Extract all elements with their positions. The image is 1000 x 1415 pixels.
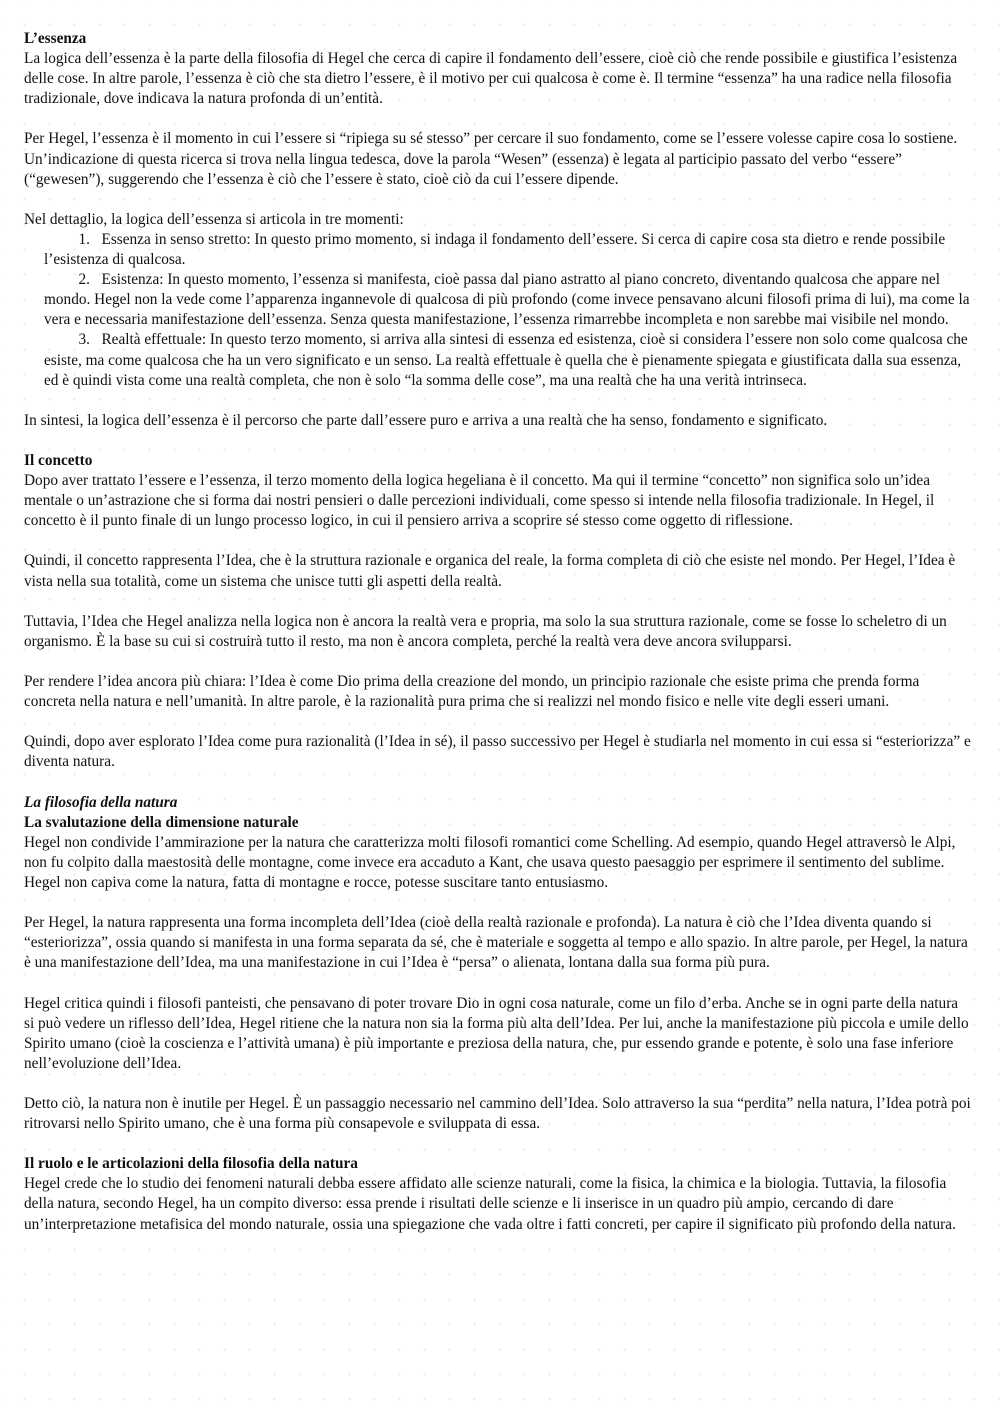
summary-paragraph: In sintesi, la logica dell’essenza è il percorso che parte dall’essere puro e arriva a una realtà che ha senso, fondamento e significato. xyxy=(24,411,828,429)
paragraph: Hegel non condivide l’ammirazione per la natura che caratterizza molti filosofi romantici come Schelling. Ad esempio, quando Hegel attraversò le Alpi, non fu colpito dalla maestosità delle montagne, come invece era accaduto a Kant, che usava questo paesaggio per esprimere il sentimento del sublime. Hegel non capiva come la natura, fatta di montagne e rocce, potesse suscitare tanto entusiasmo. xyxy=(24,833,956,891)
paragraph: La logica dell’essenza è la parte della filosofia di Hegel che cerca di capire il fondamento dell’essere, cioè ciò che rende possibile e giustifica l’esistenza delle cose. In altre parole, l’essenza è ciò che sta dietro l’essere, è il motivo per cui qualcosa è come è. Il termine “essenza” ha una radice nella filosofia tradizionale, dove indicava la natura profonda di un’entità. xyxy=(24,50,958,108)
list-number: 2. xyxy=(78,271,90,289)
subheading-svalutazione: La svalutazione della dimensione naturale xyxy=(24,813,299,831)
paragraph: Per rendere l’idea ancora più chiara: l’Idea è come Dio prima della creazione del mondo, un principio razionale che esiste prima che prenda forma concreta nella natura e nell’umanità. In altre parole, è la razionalità pura prima che si realizzi nel mondo fisico e nelle vite degli esseri umani. xyxy=(24,673,920,711)
list-item-text: Essenza in senso stretto: In questo primo momento, si indaga il fondamento dell’essere. Si cerca di capire cosa sta dietro e rende possibile l’esistenza di qualcosa. xyxy=(44,230,946,269)
list-number: 1. xyxy=(78,230,90,248)
paragraph: Hegel crede che lo studio dei fenomeni naturali debba essere affidato alle scienze naturali, come la fisica, la chimica e la biologia. Tuttavia, la filosofia della natura, secondo Hegel, ha un compito diverso: essa prende i risultati delle scienze e li inserisce in un quadro più ampio, cercando di dare un’interpretazione metafisica del mondo naturale, ossia una spiegazione che vada oltre i fatti concreti, per capire il significato più profondo della natura. xyxy=(24,1175,956,1233)
paragraph: Per Hegel, l’essenza è il momento in cui l’essere si “ripiega su sé stesso” per cercare il suo fondamento, come se l’essere volesse capire cosa lo sostiene. Un’indicazione di questa ricerca si trova nella lingua tedesca, dove la parola “Wesen” (essenza) è legata al participio passato del verbo “essere” (“gewesen”), suggerendo che l’essenza è ciò che l’essere è stato, cioè ciò da cui l’essere dipende. xyxy=(24,130,958,188)
numbered-list xyxy=(24,230,972,391)
list-intro: Nel dettaglio, la logica dell’essenza si articola in tre momenti: xyxy=(24,210,404,228)
section-concetto xyxy=(24,451,972,531)
paragraph: Dopo aver trattato l’essere e l’essenza, il terzo momento della logica hegeliana è il concetto. Ma qui il termine “concetto” non significa solo un’idea mentale o un’astrazione che si forma dai nostri pensieri o dalle percezioni individuali, come spesso si intende nella filosofia tradizionale. In Hegel, il concetto è il punto finale di un lungo processo logico, in cui il pensiero arriva a scoprire sé stesso come oggetto di riflessione. xyxy=(24,472,935,530)
paragraph: Quindi, dopo aver esplorato l’Idea come pura razionalità (l’Idea in sé), il passo successivo per Hegel è studiarla nel momento in cui essa si “esteriorizza” e diventa natura. xyxy=(24,733,971,771)
paragraph: Tuttavia, l’Idea che Hegel analizza nella logica non è ancora la realtà vera e propria, ma solo la sua struttura razionale, come se fosse lo scheletro di un organismo. È la base su cui si costruirà tutto il resto, ma non è ancora completa, perché la realtà vera deve ancora svilupparsi. xyxy=(24,612,947,650)
paragraph: Quindi, il concetto rappresenta l’Idea, che è la struttura razionale e organica del reale, la forma completa di ciò che esiste nel mondo. Per Hegel, l’Idea è vista nella sua totalità, come un sistema che unisce tutti gli aspetti della realtà. xyxy=(24,552,956,590)
list-item-text: Esistenza: In questo momento, l’essenza si manifesta, cioè passa dal piano astratto al piano concreto, diventando qualcosa che appare nel mondo. Hegel non la vede come l’apparenza ingannevole di qualcosa di più profondo (come invece pensavano alcuni filosofi prima di lui), ma come la vera e necessaria manifestazione dell’essenza. Senza questa manifestazione, l’essenza rimarrebbe incompleta e non sarebbe mai visibile nel mondo. xyxy=(44,271,970,329)
paragraph: Per Hegel, la natura rappresenta una forma incompleta dell’Idea (cioè della realtà razionale e profonda). La natura è ciò che l’Idea diventa quando si “esteriorizza”, ossia quando si manifesta in una forma separata da sé, che è materiale e soggetta al tempo e allo spazio. In altre parole, per Hegel, la natura è una manifestazione dell’Idea, ma una manifestazione in cui l’Idea è “persa” o alienata, lontana dalla sua forma più pura. xyxy=(24,914,968,972)
section-ruolo xyxy=(24,1154,972,1234)
heading-essenza: L’essenza xyxy=(24,30,87,47)
list-item xyxy=(24,330,972,390)
heading-concetto: Il concetto xyxy=(24,451,93,469)
heading-filosofia-natura: La filosofia della natura xyxy=(24,793,178,811)
document-page xyxy=(24,29,972,1235)
list-number: 3. xyxy=(78,331,90,349)
list-item-text: Realtà effettuale: In questo terzo momento, si arriva alla sintesi di essenza ed esistenza, cioè si considera l’essere non solo come qualcosa che esiste, ma come qualcosa che ha un vero significato e un senso. La realtà effettuale è quella che è pienamente spiegata e giustificata dalla sua essenza, ed è quindi vista come una realtà completa, che non è solo “la somma delle cose”, ma una realtà che ha una verità intrinseca. xyxy=(44,331,968,389)
section-natura xyxy=(24,793,972,893)
subheading-ruolo: Il ruolo e le articolazioni della filosofia della natura xyxy=(24,1155,358,1173)
section-essenza xyxy=(24,29,972,109)
paragraph: Hegel critica quindi i filosofi panteisti, che pensavano di poter trovare Dio in ogni cosa naturale, come un filo d’erba. Anche se in ogni parte della natura si può vedere un riflesso dell’Idea, Hegel ritiene che la natura non sia la forma più alta dell’Idea. Per lui, anche la manifestazione più piccola e umile dello Spirito umano (cioè la coscienza e l’attività umana) è più importante e preziosa della natura, che, pur essendo grande e potente, è solo una fase inferiore nell’evoluzione dell’Idea. xyxy=(24,994,969,1072)
paragraph: Detto ciò, la natura non è inutile per Hegel. È un passaggio necessario nel cammino dell’Idea. Solo attraverso la sua “perdita” nella natura, l’Idea potrà poi ritrovarsi nello Spirito umano, che è una forma più consapevole e sviluppata di essa. xyxy=(24,1094,971,1133)
list-item xyxy=(24,230,972,270)
list-item xyxy=(24,270,972,330)
